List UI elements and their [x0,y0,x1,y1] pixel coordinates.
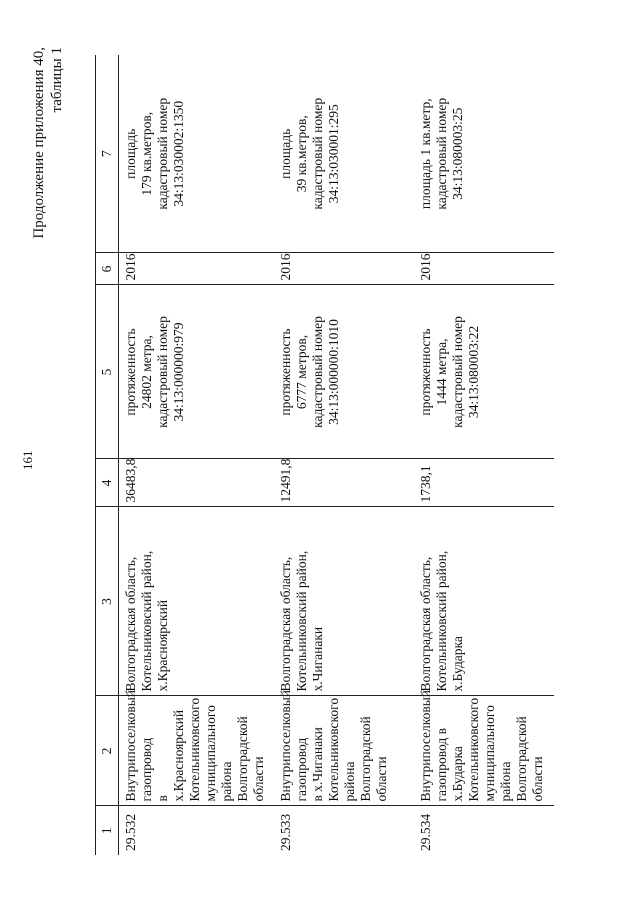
text-line: 34:13:080003:25 [449,107,465,200]
row-id: 29.532 [123,813,138,851]
text-line: в х.Красноярский [155,709,186,802]
text-line: 34:13:030001:295 [325,104,341,204]
text-line: Волгоградской [235,716,250,802]
object-characteristics [119,285,274,459]
text-line: муниципального [203,705,218,802]
object-address [119,507,274,696]
object-address [274,507,414,696]
text-line: Котельниковского [465,697,481,802]
object-name [119,689,274,806]
text-line: Внутрипоселковый [123,689,138,802]
table-row [414,55,554,855]
text-line: кадастровый номер [449,316,465,428]
header-cell: 1 [96,806,119,855]
text-line: 179 кв.метров, [139,111,154,196]
text-line: кадастровый номер [433,97,449,210]
table-row [274,55,414,855]
text-line: Внутрипоселковый [417,689,433,802]
object-address [414,507,554,696]
object-characteristics [414,285,554,459]
header-cell: 7 [96,55,119,253]
caption-line-2: таблицы 1 [49,47,65,113]
text-line: Котельниковский район, [139,550,154,692]
text-line: Котельниковского [187,697,202,802]
object-name [274,689,414,806]
header-cell: 5 [96,285,119,459]
text-line: Волгоградская область, [417,556,433,692]
land-plot [119,55,274,253]
text-line: области [529,756,545,802]
text-line: области [373,756,389,802]
text-line: протяженность [417,328,433,416]
text-line: района [341,761,357,802]
text-line: области [251,756,266,802]
header-cell: 2 [96,696,119,806]
text-line: Внутрипоселковый [277,689,293,802]
year: 2016 [119,253,274,285]
text-line: Котельниковский район, [293,550,309,692]
object-name [414,689,554,806]
text-line: х.Бударка [449,636,465,692]
text-line: газопровод в х.Бударка [433,727,465,802]
text-line: 34:13:000000:979 [171,322,186,422]
text-line: Котельниковского [325,697,341,802]
text-line: Волгоградской [357,716,373,802]
text-line: в х.Чиганаки [309,727,325,802]
text-line: 1444 метра, [433,338,449,406]
table-header-row [96,55,119,855]
text-line: кадастровый номер [155,97,170,210]
book-value: 36483,8 [119,459,274,507]
header-cell: 3 [96,507,119,696]
caption-line-1: Продолжение приложения 40, [31,47,47,239]
property-table [95,55,554,855]
text-line: Волгоградская область, [277,556,293,692]
text-line: х.Красноярский [155,599,170,692]
text-line: х.Чиганаки [309,626,325,692]
page-number: 161 [20,450,35,470]
text-line: 24802 метра, [139,335,154,409]
year: 2016 [274,253,414,285]
text-line: Волгоградской [513,716,529,802]
text-line: района [497,761,513,802]
table-row [119,55,274,855]
text-line: газопровод [139,737,154,802]
header-cell: 6 [96,253,119,285]
text-line: района [219,761,234,802]
land-plot [274,55,414,253]
text-line: Волгоградская область, [123,556,138,692]
text-line: муниципального [481,705,497,802]
text-line: кадастровый номер [309,316,325,428]
row-id: 29.533 [277,813,293,851]
header-cell: 4 [96,459,119,507]
text-line: Котельниковский район, [433,550,449,692]
land-plot [414,55,554,253]
text-line: протяженность [277,328,293,416]
text-line: 34:13:080003:22 [465,325,481,419]
year: 2016 [414,253,554,285]
book-value: 1738,1 [414,459,554,507]
book-value: 12491,8 [274,459,414,507]
text-line: протяженность [123,328,138,416]
text-line: площадь [277,128,293,179]
text-line: площадь [123,128,138,179]
text-line: кадастровый номер [309,97,325,210]
text-line: 6777 метров, [293,334,309,410]
object-characteristics [274,285,414,459]
text-line: 34:13:030002:1350 [171,100,186,207]
text-line: газопровод [293,737,309,802]
text-line: площадь 1 кв.метр, [417,98,433,210]
text-line: 34:13:000000:1010 [325,319,341,425]
text-line: кадастровый номер [155,316,170,428]
table-caption [30,47,66,257]
text-line: 39 кв.метров, [293,115,309,193]
row-id: 29.534 [417,813,433,851]
